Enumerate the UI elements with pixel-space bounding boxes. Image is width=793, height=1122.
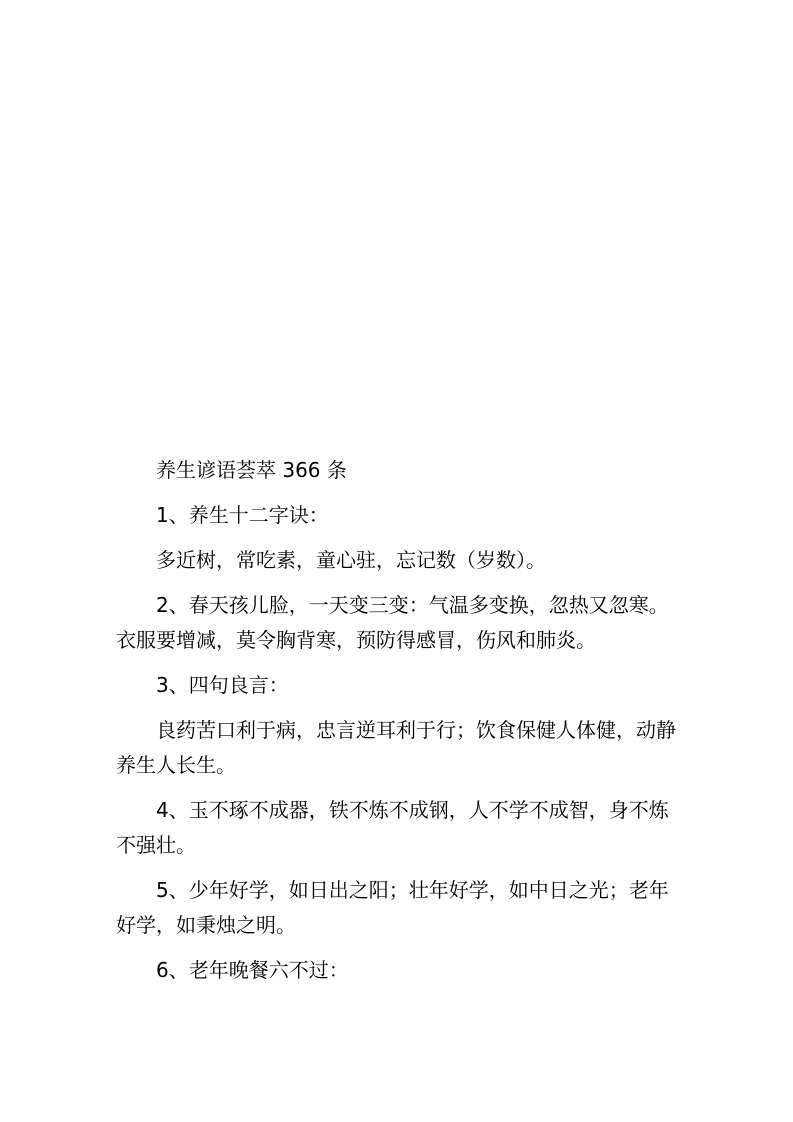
paragraph-7 (116, 873, 684, 943)
paragraph-5 (116, 713, 684, 783)
paragraph-2 (116, 543, 684, 578)
paragraph-4 (116, 668, 684, 703)
text-line: 衣服要增减，莫令胸背寒，预防得感冒，伤风和肺炎。 (116, 628, 596, 652)
text-line: 5、少年好学，如日出之阳；壮年好学，如中日之光；老年 (156, 878, 669, 902)
paragraph-6 (116, 793, 684, 863)
document-body (116, 453, 684, 998)
text-line: 良药苦口利于病，忠言逆耳利于行；饮食保健人体健，动静 (156, 718, 676, 742)
paragraph-3 (116, 588, 684, 658)
text-line: 养生谚语荟萃 366 条 (156, 458, 347, 482)
text-line: 1、养生十二字诀： (156, 503, 329, 527)
paragraph-8 (116, 953, 684, 988)
text-line: 好学，如秉烛之明。 (116, 913, 296, 937)
text-line: 6、老年晚餐六不过： (156, 958, 349, 982)
text-line: 2、春天孩儿脸，一天变三变：气温多变换，忽热又忽寒。 (156, 593, 669, 617)
text-line: 养生人长生。 (116, 753, 236, 777)
document-title (116, 453, 684, 488)
text-line: 不强壮。 (116, 833, 196, 857)
paragraph-1 (116, 498, 684, 533)
text-line: 3、四句良言： (156, 673, 289, 697)
text-line: 多近树，常吃素，童心驻，忘记数（岁数）。 (156, 548, 546, 572)
text-line: 4、玉不琢不成器，铁不炼不成钢，人不学不成智，身不炼 (156, 798, 669, 822)
